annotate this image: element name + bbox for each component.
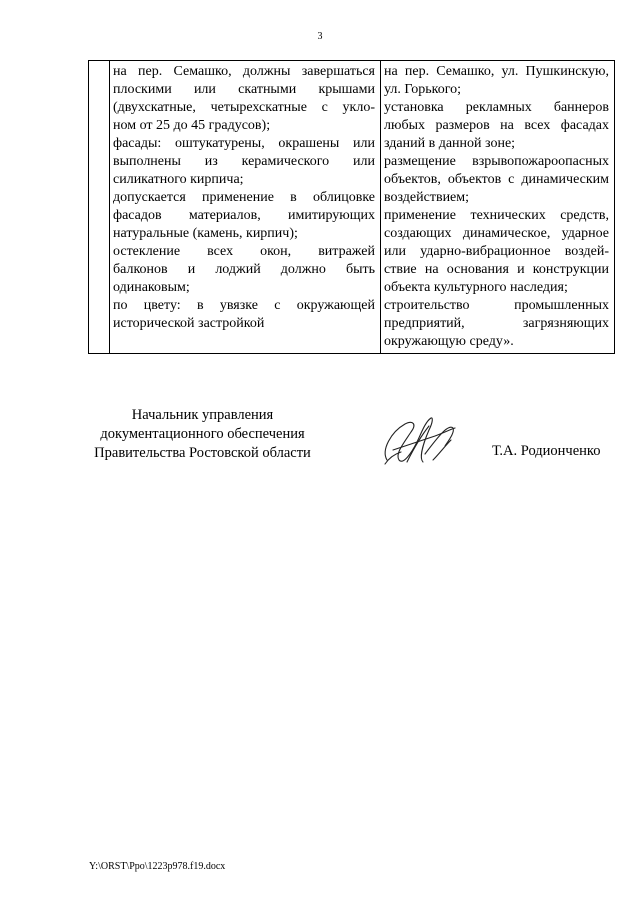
table-cell-line: (двухскатные, четырехскатные с укло-: [113, 100, 375, 115]
table-cell-line: исторической застройкой: [113, 316, 265, 331]
table-cell-line: объекта культурного наследия;: [384, 280, 568, 295]
table-cell-line: фасады: оштукатурены, окрашены или: [113, 136, 375, 151]
table-cell-line: на пер. Семашко, ул. Пушкинскую,: [384, 64, 609, 79]
table-cell-line: установка рекламных баннеров: [384, 100, 609, 115]
signatory-position-line: документационного обеспечения: [100, 426, 305, 442]
table-cell-index: [89, 61, 110, 354]
table-cell-line: остекление всех окон, витражей: [113, 244, 375, 259]
table-cell-line: объектов, объектов с динамическим: [384, 172, 609, 187]
table-cell-line: окружающую среду».: [384, 334, 514, 349]
table-cell-line: ствие на основания и конструкции: [384, 262, 609, 277]
table-cell-line: выполнены из керамического или: [113, 154, 375, 169]
signatory-position: [80, 406, 325, 463]
table-cell-line: или ударно-вибрационное воздей-: [384, 244, 609, 259]
table-cell-requirements: [110, 61, 381, 354]
page-number: 3: [317, 31, 323, 42]
table-cell-line: по цвету: в увязке с окружающей: [113, 298, 375, 313]
regulations-table: [88, 60, 615, 354]
table-cell-line: предприятий, загрязняющих: [384, 316, 609, 331]
table-cell-line: воздействием;: [384, 190, 470, 205]
table-cell-line: применение технических средств,: [384, 208, 609, 223]
table-cell-line: балконов и лоджий должно быть: [113, 262, 375, 277]
table-cell-line: создающих динамическое, ударное: [384, 226, 609, 241]
table-cell-line: зданий в данной зоне;: [384, 136, 516, 151]
handwritten-signature: [373, 410, 468, 472]
table-cell-line: на пер. Семашко, должны завершаться: [113, 64, 375, 79]
signatory-position-line: Правительства Ростовской области: [94, 445, 311, 461]
table-cell-line: допускается применение в облицовке: [113, 190, 375, 205]
table-cell-line: одинаковым;: [113, 280, 190, 295]
table-cell-line: плоскими или скатными крышами: [113, 82, 375, 97]
table-cell-line: ул. Горького;: [384, 82, 461, 97]
table-cell-line: ном от 25 до 45 градусов);: [113, 118, 271, 133]
table-cell-prohibitions: [381, 61, 615, 354]
signatory-position-line: Начальник управления: [131, 407, 274, 423]
table-cell-line: строительство промышленных: [384, 298, 609, 313]
table-cell-line: любых размеров на всех фасадах: [384, 118, 609, 133]
table-row: [89, 61, 615, 354]
file-path: Y:\ORST\Ppo\1223p978.f19.docx: [89, 861, 226, 872]
table-cell-line: размещение взрывопожароопасных: [384, 154, 609, 169]
table-cell-line: силикатного кирпича;: [113, 172, 244, 187]
signatory-name: Т.А. Родионченко: [492, 443, 601, 459]
table-cell-line: натуральные (камень, кирпич);: [113, 226, 298, 241]
table-cell-line: фасадов материалов, имитирующих: [113, 208, 375, 223]
